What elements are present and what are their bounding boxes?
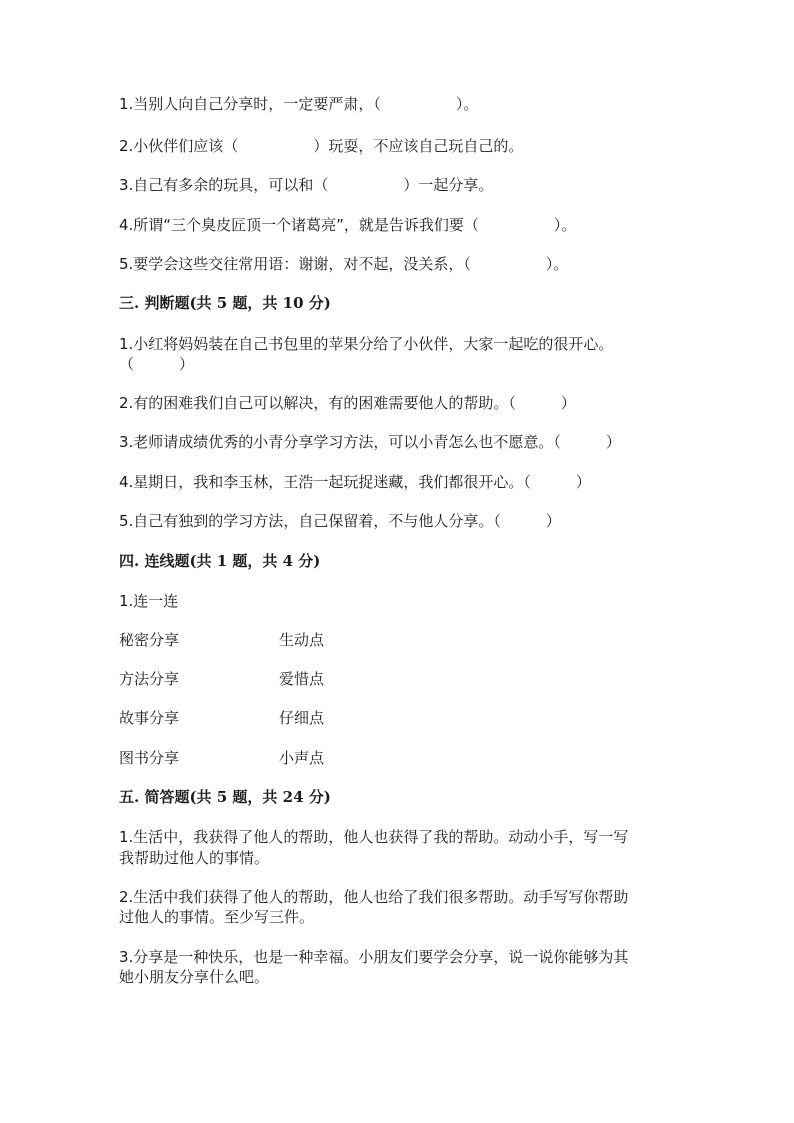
short-answer-question-1-line-2: 我帮助过他人的事情。 [119, 849, 270, 867]
matching-right-item: 生动点 [279, 631, 325, 649]
matching-row [119, 746, 679, 770]
fill-blank-question-3: 3.自己有多余的玩具，可以和（ ）一起分享。 [119, 176, 494, 194]
short-answer-question-3-line-2: 她小朋友分享什么吧。 [119, 968, 270, 986]
judge-question-1-line-2: （ ） [119, 355, 195, 373]
short-answer-question-1-line-1: 1.生活中，我获得了他人的帮助，他人也获得了我的帮助。动动小手，写一写 [119, 828, 629, 846]
matching-right-item: 仔细点 [279, 709, 325, 727]
section-heading-matching: 四. 连线题(共 1 题，共 4 分) [119, 552, 321, 570]
matching-left-item: 秘密分享 [119, 631, 180, 649]
short-answer-question-2-line-1: 2.生活中我们获得了他人的帮助，他人也给了我们很多帮助。动手写写你帮助 [119, 888, 629, 906]
judge-question-2: 2.有的困难我们自己可以解决，有的困难需要他人的帮助。（ ） [119, 394, 576, 412]
section-heading-short-answer: 五. 简答题(共 5 题，共 24 分) [119, 788, 331, 806]
judge-question-4: 4.星期日，我和李玉林，王浩一起玩捉迷藏，我们都很开心。（ ） [119, 473, 591, 491]
matching-prompt: 1.连一连 [119, 592, 179, 610]
fill-blank-question-2: 2.小伙伴们应该（ ）玩耍，不应该自己玩自己的。 [119, 137, 524, 155]
matching-right-item: 爱惜点 [279, 670, 325, 688]
matching-left-item: 方法分享 [119, 670, 180, 688]
matching-row [119, 667, 679, 691]
fill-blank-question-5: 5.要学会这些交往常用语：谢谢，对不起，没关系，（ ）。 [119, 255, 569, 273]
fill-blank-question-1: 1.当别人向自己分享时，一定要严肃，（ ）。 [119, 95, 479, 113]
judge-question-3: 3.老师请成绩优秀的小青分享学习方法，可以小青怎么也不愿意。（ ） [119, 433, 621, 451]
judge-question-5: 5.自己有独到的学习方法，自己保留着，不与他人分享。（ ） [119, 512, 561, 530]
matching-row [119, 706, 679, 730]
short-answer-question-3-line-1: 3.分享是一种快乐，也是一种幸福。小朋友们要学会分享，说一说你能够为其 [119, 948, 629, 966]
matching-left-item: 图书分享 [119, 749, 180, 767]
fill-blank-question-4: 4.所谓“三个臭皮匠顶一个诸葛亮”，就是告诉我们要（ ）。 [119, 216, 577, 234]
matching-left-item: 故事分享 [119, 709, 180, 727]
matching-right-item: 小声点 [279, 749, 325, 767]
short-answer-question-2-line-2: 过他人的事情。至少写三件。 [119, 908, 315, 926]
judge-question-1-line-1: 1.小红将妈妈装在自己书包里的苹果分给了小伙伴，大家一起吃的很开心。 [119, 335, 614, 353]
matching-row [119, 628, 679, 652]
section-heading-judge: 三. 判断题(共 5 题，共 10 分) [119, 294, 331, 312]
